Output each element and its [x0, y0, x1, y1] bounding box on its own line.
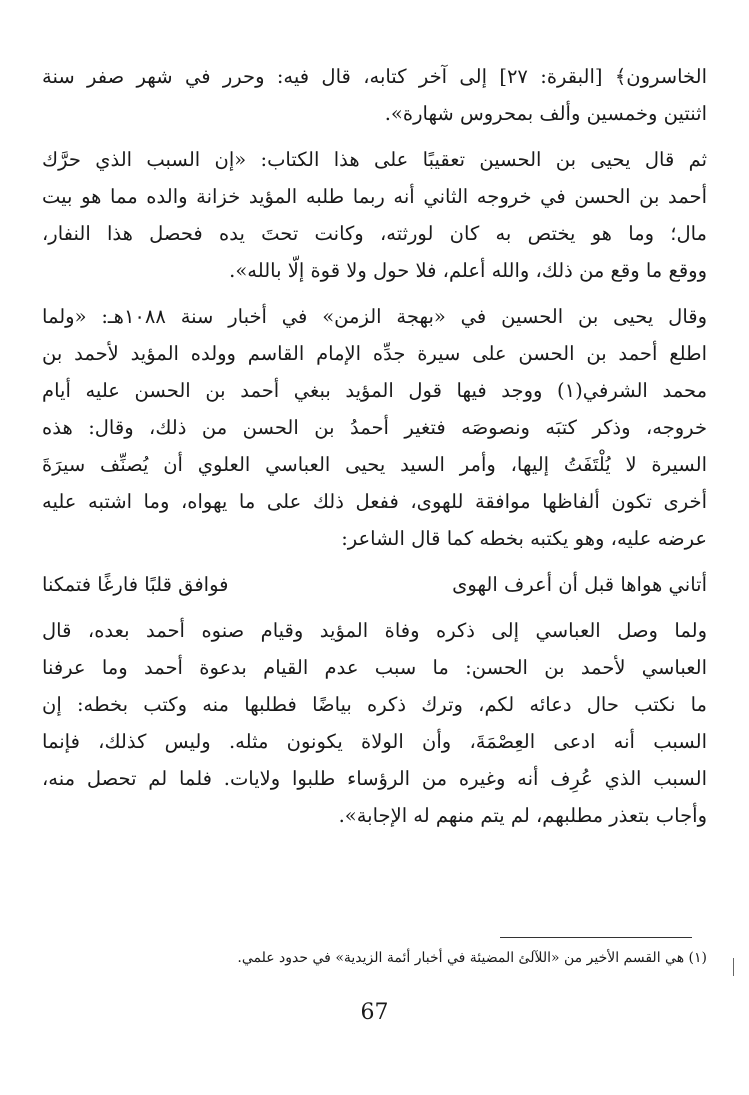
footnote-divider: [500, 937, 692, 938]
text-line: ووقع ما وقع من ذلك، والله أعلم، فلا حول ولا قوة إلّا بالله».: [229, 259, 707, 282]
page-number: 67: [360, 1000, 389, 1025]
scan-edge-mark: [733, 958, 734, 976]
text-line: خروجه، وذكر كتبَه ونصوصَه فتغير أحمدُ بن الحسن من ذلك، وقال: هذه: [42, 416, 707, 439]
poetry-verse: [42, 566, 707, 603]
paragraph-4: [42, 612, 707, 834]
text-line: عرضه عليه، وهو يكتبه بخطه كما قال الشاعر:: [341, 527, 707, 550]
text-line: أخرى تكون ألفاظها موافقة للهوى، ففعل ذلك على ما يهواه، وما اشتبه عليه: [42, 490, 707, 513]
text-line: السيرة لا يُلْتَفَتُ إليها، وأمر السيد يحيى العباسي العلوي أن يُصنِّف سيرَةَ: [42, 453, 707, 476]
verse-first-hemistich: أتاني هواها قبل أن أعرف الهوى: [452, 573, 707, 596]
paragraph-3: [42, 298, 707, 557]
text-line: أحمد بن الحسن في خروجه الثاني أنه ربما طلبه المؤيد خزانة والده مما هو بيت: [42, 185, 707, 208]
paragraph-2: [42, 141, 707, 289]
main-text: [42, 58, 707, 843]
text-line: ثم قال يحيى بن الحسين تعقيبًا على هذا الكتاب: «إن السبب الذي حرَّك: [42, 148, 707, 171]
text-line: وأجاب بتعذر مطلبهم، لم يتم منهم له الإجابة».: [338, 804, 707, 827]
verse-second-hemistich: فوافق قلبًا فارغًا فتمكنا: [42, 573, 229, 596]
text-line: مال؛ وما هو يختص به كان لورثته، وكانت تحتَ يده فحصل هذا النفار،: [42, 222, 707, 245]
text-line: وقال يحيى بن الحسين في «بهجة الزمن» في أخبار سنة ١٠٨٨هـ: «ولما: [42, 305, 707, 328]
text-line: محمد الشرفي(١) ووجد فيها قول المؤيد ببغي أحمد بن الحسن عليه أيام: [42, 379, 707, 402]
text-line: اطلع أحمد بن الحسن على سيرة جدِّه الإمام القاسم وولده المؤيد لأحمد بن: [42, 342, 707, 365]
text-line: ولما وصل العباسي إلى ذكره وفاة المؤيد وقيام صنوه أحمد بعده، قال: [42, 619, 707, 642]
text-line: الخاسرون﴾ [البقرة: ٢٧] إلى آخر كتابه، قال فيه: وحرر في شهر صفر سنة: [42, 65, 707, 88]
footnote: (١) هي القسم الأخير من «اللآلئ المضيئة في أخبار أئمة الزيدية» في حدود علمي.: [237, 950, 707, 966]
paragraph-1: [42, 58, 707, 132]
text-line: ما نكتب حال دعائه لكم، وترك ذكره بياضًا فطلبها منه وكتب بخطه: إن: [42, 693, 707, 716]
text-line: السبب الذي عُرِف أنه وغيره من الرؤساء طلبوا ولايات. فلما لم تحصل منه،: [42, 767, 707, 790]
text-line: السبب أنه ادعى العِصْمَةَ، وأن الولاة يكونون مثله. وليس كذلك، فإنما: [42, 730, 707, 753]
text-line: العباسي لأحمد بن الحسن: ما سبب عدم القيام بدعوة أحمد وما عرفنا: [42, 656, 707, 679]
text-line: اثنتين وخمسين وألف بمحروس شهارة».: [384, 102, 707, 125]
